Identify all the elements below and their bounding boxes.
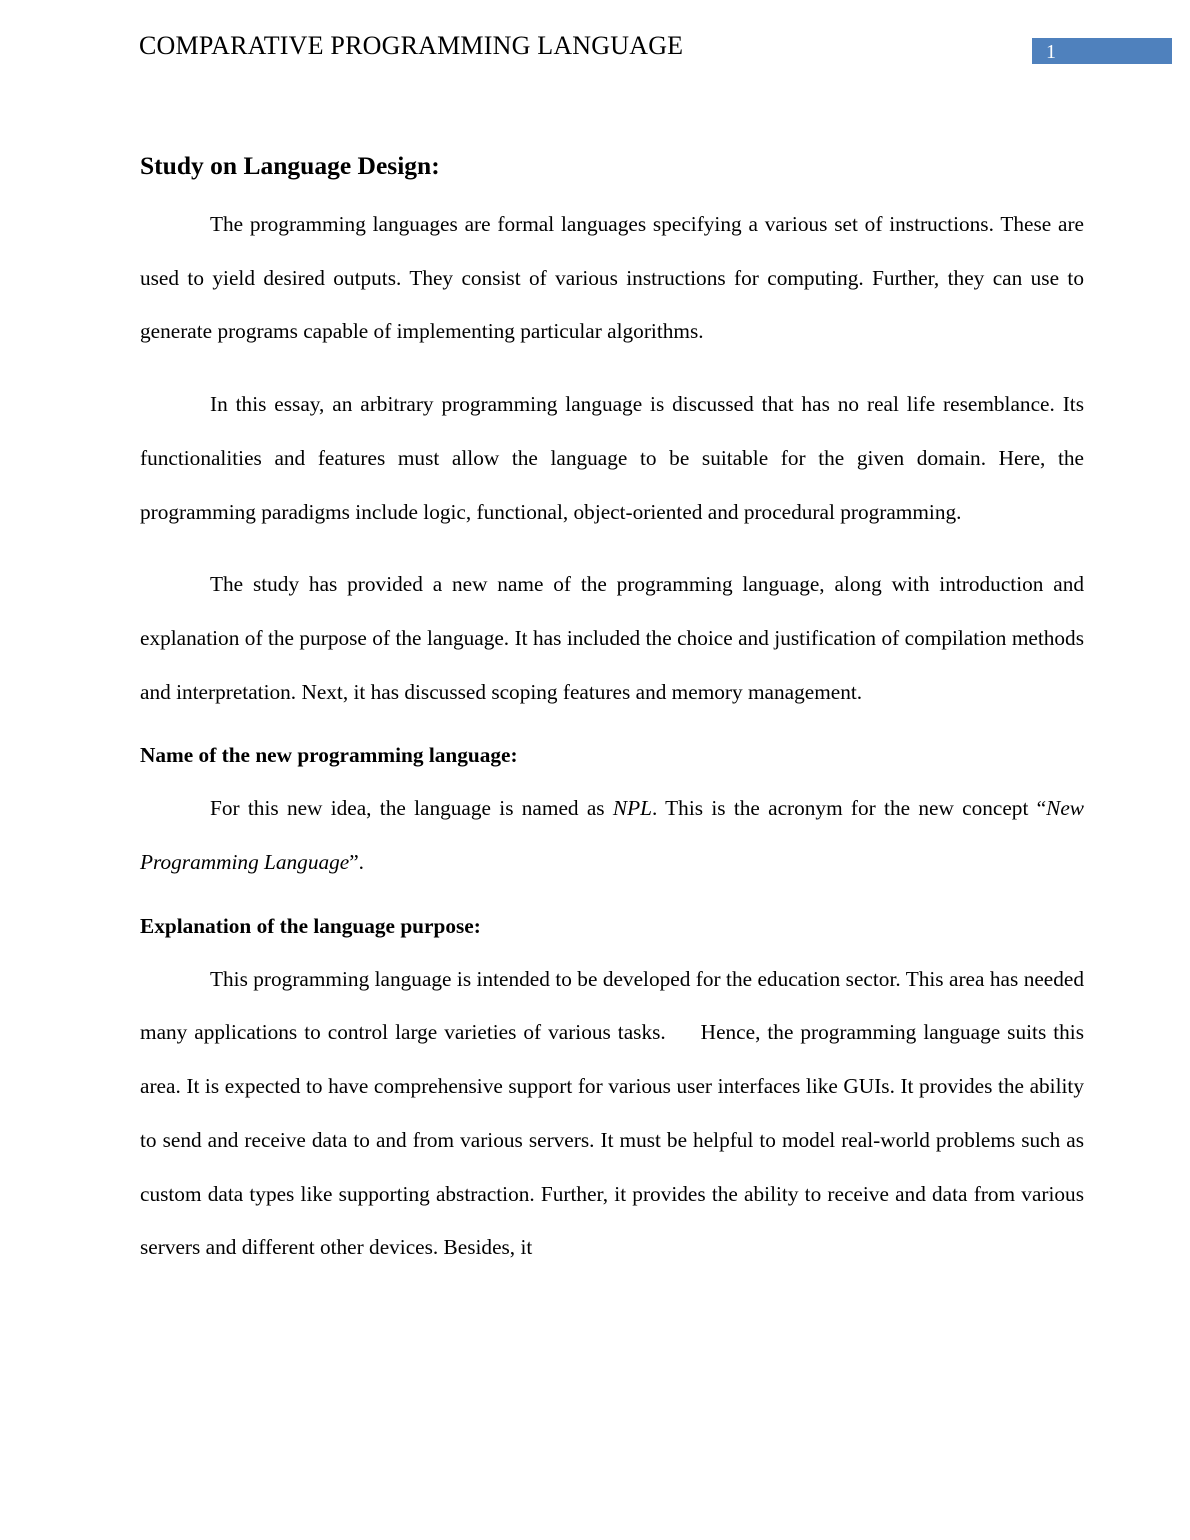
paragraph-purpose: This programming language is intended to be developed for the education sector. This area has needed many applications to control large varieties of various tasks. Hence, the programming language suits this area. It is expected to have comprehensive support for various user interfaces like GUIs. It provides the ability to send and receive data to and from various servers. It must be helpful to model real-world problems such as custom data types like supporting abstraction. Further, it provides the ability to receive and data from various servers and different other devices. Besides, it (140, 966, 1084, 1260)
section-heading-purpose: Explanation of the language purpose: (140, 913, 481, 938)
paragraph-essay: In this essay, an arbitrary programming language is discussed that has no real life resemblance. Its functionalities and features must allow the language to be suitable for the given domain. Here, the programming paradigms include logic, functional, object-oriented and procedural programming. (140, 392, 1084, 524)
name-text-middle: . This is the acronym for the new concept “ (651, 796, 1047, 821)
running-header-title: COMPARATIVE PROGRAMMING LANGUAGE (139, 31, 684, 60)
name-text-after: ”. (349, 850, 365, 875)
paragraph-intro: The programming languages are formal languages specifying a various set of instructions. These are used to yield desired outputs. They consist of various instructions for computing. Further, they can use to generate programs capable of implementing particular algorithms. (140, 212, 1084, 344)
page-number-box (1032, 38, 1172, 64)
language-full-name: New Programming Language (140, 796, 1084, 875)
name-text-before: For this new idea, the language is named as (210, 796, 613, 821)
section-heading-name: Name of the new programming language: (140, 743, 518, 768)
paragraph-study: The study has provided a new name of the programming language, along with introduction and explanation of the purpose of the language. It has included the choice and justification of compilation methods and interpretation. Next, it has discussed scoping features and memory management. (140, 572, 1084, 704)
paragraph-language-name (140, 782, 1084, 889)
page-number: 1 (1046, 41, 1056, 63)
section-heading-study: Study on Language Design: (140, 151, 440, 180)
language-acronym: NPL (612, 796, 652, 821)
document-body (140, 146, 1084, 1294)
